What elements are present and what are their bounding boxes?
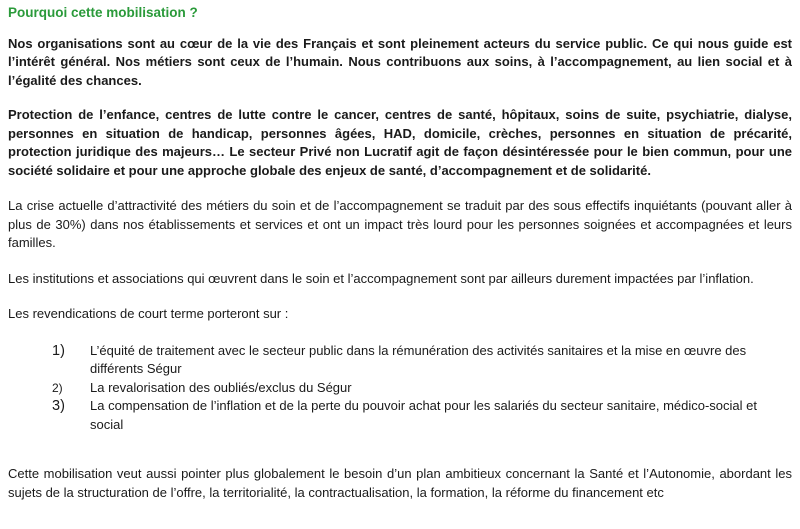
- paragraph-inflation: Les institutions et associations qui œuvrent dans le soin et l’accompagnement sont par ailleurs durement impactées par l’inflation.: [8, 270, 754, 286]
- paragraph-conclusion: Cette mobilisation veut aussi pointer plus globalement le besoin d’un plan ambitieux concernant la Santé et l’Autonomie, abordant les sujets de la structuration de l’offre, la territorialité, la contractualisation, la formation, la réforme du financement etc: [8, 466, 792, 500]
- document-body: [8, 4, 792, 502]
- list-item-number: 2): [52, 380, 63, 395]
- demands-list: [52, 342, 792, 435]
- list-item-text: La compensation de l’inflation et de la perte du pouvoir achat pour les salariés du secteur sanitaire, médico-social et social: [90, 398, 757, 432]
- paragraph-sectors: Protection de l’enfance, centres de lutte contre le cancer, centres de santé, hôpitaux, soins de suite, psychiatrie, dialyse, personnes en situation de handicap, personnes âgées, HAD, domicile, crèches, personnes en situation de précarité, protection juridique des majeurs… Le secteur Privé non Lucratif agit de façon désintéressée pour le bien commun, pour une société solidaire et pour une approche globale des enjeux de santé, d’accompagnement et de solidarité.: [8, 107, 792, 178]
- list-item: [52, 379, 792, 398]
- list-item-number: 1): [52, 342, 65, 359]
- paragraph-mission: Nos organisations sont au cœur de la vie des Français et sont pleinement acteurs du service public. Ce qui nous guide est l’intérêt général. Nos métiers sont ceux de l’humain. Nous contribuons aux soins, à l’accompagnement, au lien social et à l’égalité des chances.: [8, 35, 792, 88]
- list-item: [52, 397, 792, 434]
- list-item-number: 3): [52, 398, 65, 414]
- list-item-text: La revalorisation des oubliés/exclus du Ségur: [90, 379, 352, 395]
- list-item-text: L’équité de traitement avec le secteur public dans la rémunération des activités sanitaires et la mise en œuvre des différents Ségur: [90, 342, 747, 376]
- paragraph-crisis: La crise actuelle d’attractivité des métiers du soin et de l’accompagnement se traduit par des sous effectifs inquiétants (pouvant aller à plus de 30%) dans nos établissements et services et ont un impact très lourd pour les personnes soignées et accompagnées et leurs familles.: [8, 198, 792, 250]
- list-item: [52, 342, 792, 379]
- section-heading: Pourquoi cette mobilisation ?: [8, 5, 198, 20]
- paragraph-demands-intro: Les revendications de court terme porteront sur :: [8, 306, 289, 321]
